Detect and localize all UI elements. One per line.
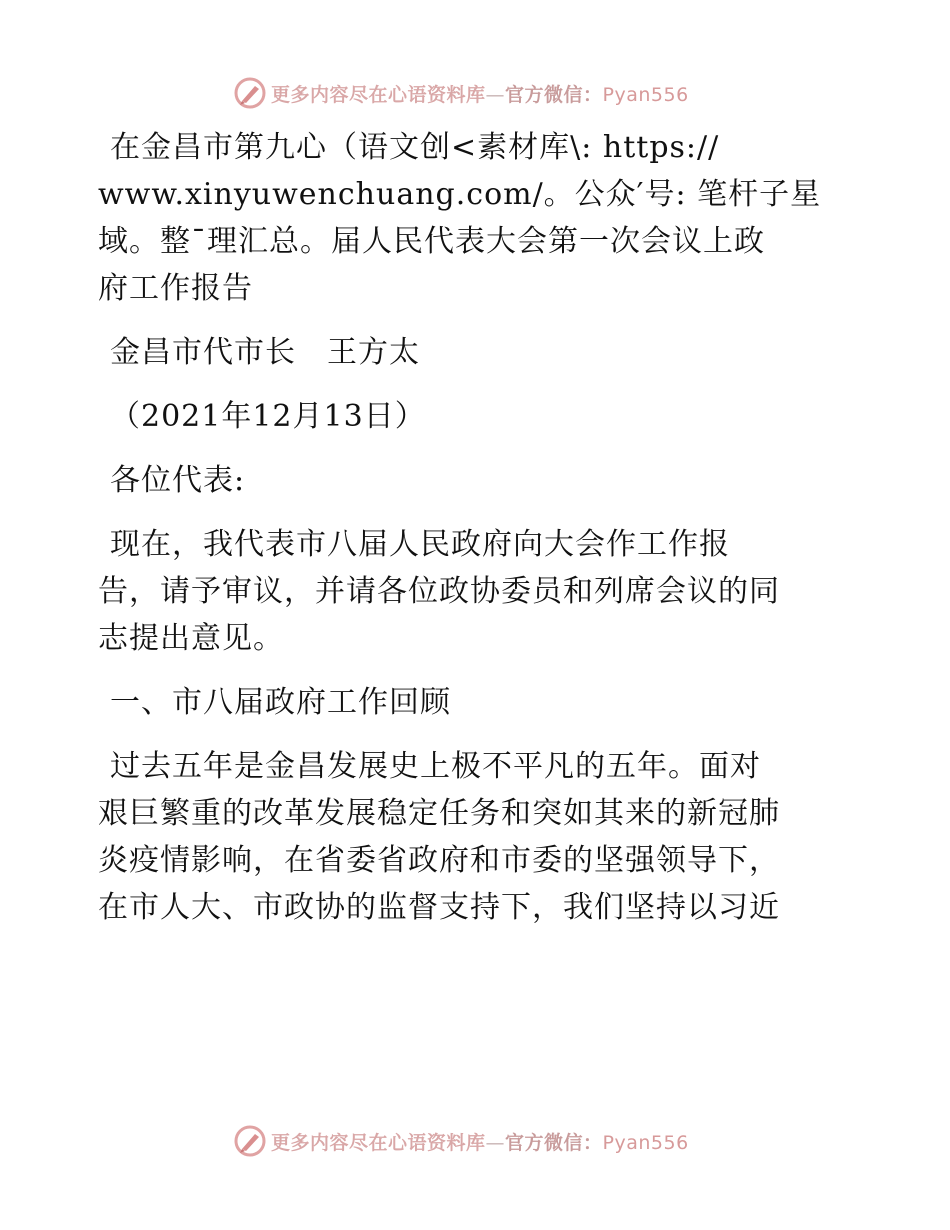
review-line-3: 炎疫情影响，在省委省政府和市委的坚强领导下， xyxy=(98,843,780,878)
watermark-prefix: 更多内容尽在心语资料库 xyxy=(271,1131,486,1154)
pen-logo-icon xyxy=(233,1124,267,1158)
review-paragraph xyxy=(98,743,858,931)
intro-line-3: 志提出意见。 xyxy=(98,621,284,656)
watermark-text xyxy=(271,1128,689,1155)
watermark-text xyxy=(271,80,689,107)
watermark-wechat-id: Pyan556 xyxy=(602,83,689,106)
header-watermark xyxy=(0,72,950,112)
intro-line-1: 现在，我代表市八届人民政府向大会作工作报 xyxy=(110,527,730,562)
title-line-3: 域。整¯理汇总。届人民代表大会第一次会议上政 xyxy=(98,224,765,259)
review-line-1: 过去五年是金昌发展史上极不平凡的五年。面对 xyxy=(110,749,761,784)
watermark-prefix: 更多内容尽在心语资料库 xyxy=(271,83,486,106)
review-line-2: 艰巨繁重的改革发展稳定任务和突如其来的新冠肺 xyxy=(98,796,780,831)
document-title xyxy=(98,124,858,312)
watermark-dash: — xyxy=(485,1131,506,1154)
watermark-wechat-label: 官方微信： xyxy=(505,1131,603,1154)
title-line-4: 府工作报告 xyxy=(98,271,253,306)
review-line-4: 在市人大、市政协的监督支持下，我们坚持以习近 xyxy=(98,890,780,925)
speaker-line: 金昌市代市长 王方太 xyxy=(110,335,420,370)
section-heading: 一、市八届政府工作回顾 xyxy=(110,685,451,720)
watermark-wechat-label: 官方微信： xyxy=(505,83,603,106)
watermark-content xyxy=(233,1124,689,1158)
footer-watermark xyxy=(0,1120,950,1160)
date-line: （2021年12月13日） xyxy=(110,399,426,434)
document-body xyxy=(98,124,858,931)
intro-paragraph xyxy=(98,521,858,662)
intro-line-2: 告，请予审议，并请各位政协委员和列席会议的同 xyxy=(98,574,780,609)
pen-logo-icon xyxy=(233,76,267,110)
title-line-1: 在金昌市第九心（语文创<素材库\: https:// xyxy=(110,130,720,165)
title-line-2: www.xinyuwenchuang.com/。公众′号: 笔杆子星 xyxy=(98,177,822,212)
watermark-dash: — xyxy=(485,83,506,106)
watermark-wechat-id: Pyan556 xyxy=(602,1131,689,1154)
salutation: 各位代表: xyxy=(110,463,246,498)
watermark-content xyxy=(233,76,689,110)
